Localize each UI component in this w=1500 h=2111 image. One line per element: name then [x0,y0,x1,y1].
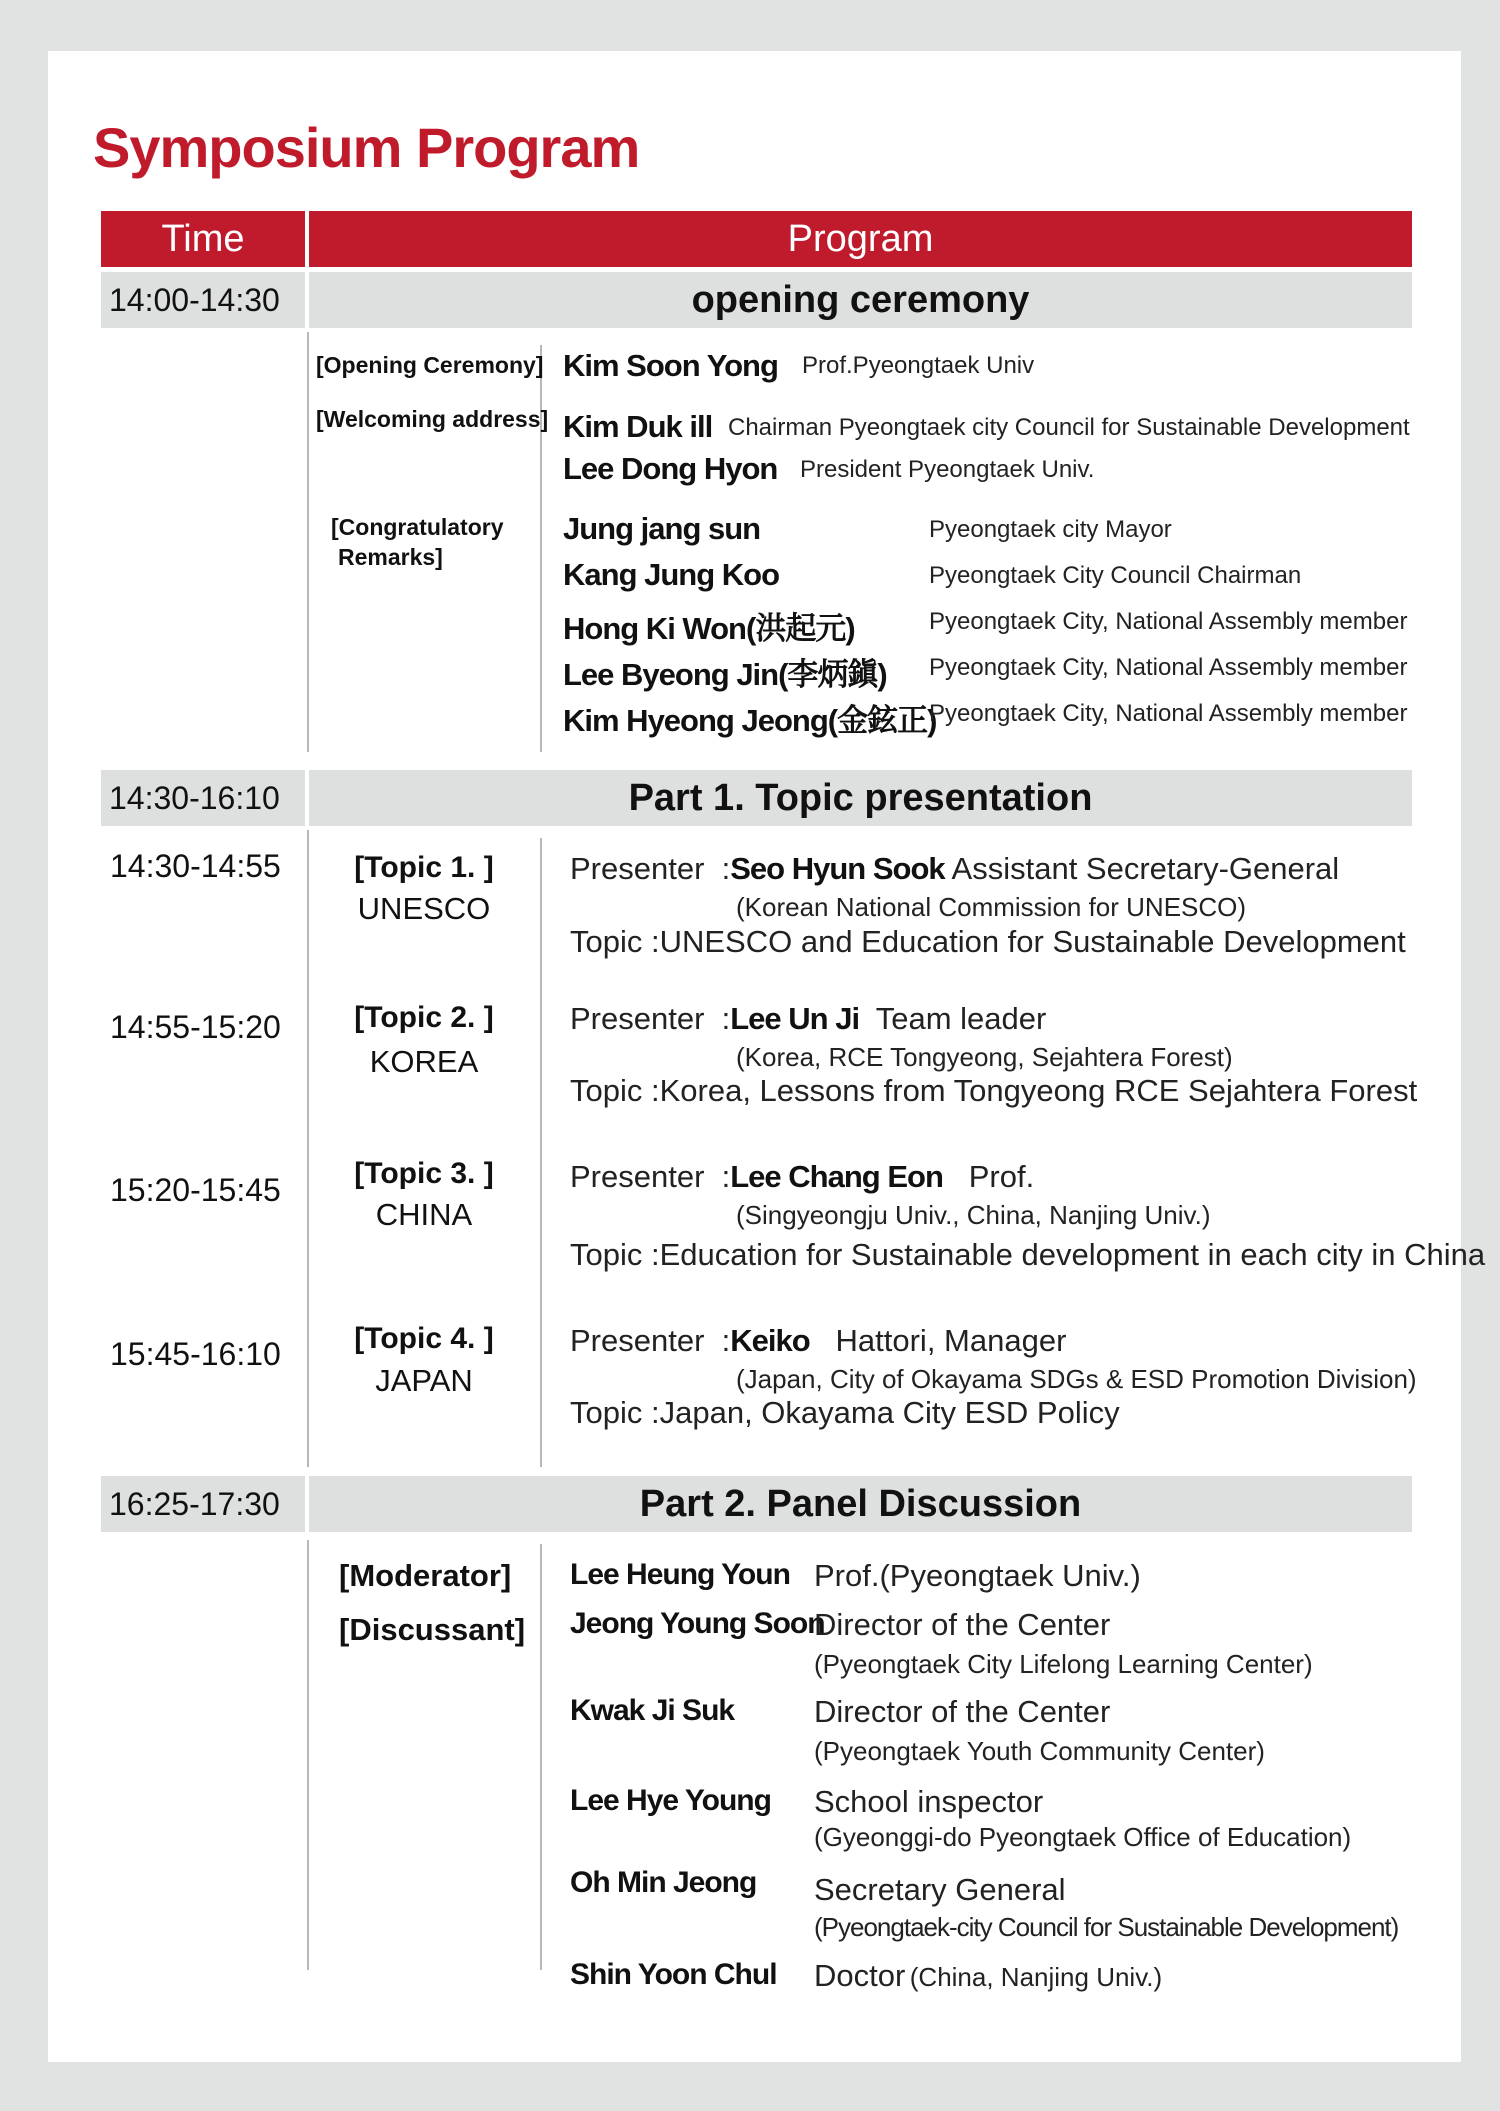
person-affiliation: Pyeongtaek City, National Assembly member [929,654,1408,681]
role-opening-ceremony: [Opening Ceremony] [316,352,544,378]
person-name: Kim Duk ill [563,409,713,444]
panelist-name: Lee Heung Youn [570,1558,790,1591]
panelist-title: Secretary General [814,1872,1066,1907]
presenter-role: Assistant Secretary-General [951,851,1340,886]
person-affiliation: Prof.Pyeongtaek Univ [802,352,1035,379]
panelist-organization: (China, Nanjing Univ.) [909,1962,1163,1992]
person-affiliation: Pyeongtaek City, National Assembly member [929,608,1408,635]
role-moderator: [Moderator] [339,1558,512,1593]
person-name: Lee Byeong Jin(李炳鎭) [563,657,887,692]
topic-line: Topic :UNESCO and Education for Sustainable Development [570,924,1406,959]
topic-title: Japan, Okayama City ESD Policy [659,1395,1120,1430]
topic-time: 15:20-15:45 [110,1172,281,1208]
role-discussant: [Discussant] [339,1612,526,1647]
person-affiliation: Pyeongtaek City Council Chairman [929,562,1302,589]
time-column-header: Time [101,211,305,267]
topic-line: Topic :Korea, Lessons from Tongyeong RCE Sejahtera Forest [570,1073,1418,1108]
role-welcoming-address: [Welcoming address] [316,406,549,432]
opening-time: 14:00-14:30 [101,272,305,328]
panelist-name: Jeong Young Soon [570,1607,825,1640]
presenter-name: Keiko [730,1323,810,1358]
topic-tag: [Topic 4. ] [354,1322,494,1355]
divider [307,830,309,1467]
person-name: Lee Dong Hyon [563,451,778,486]
topic-country: JAPAN [375,1363,473,1398]
divider [540,838,542,1467]
panelist-title: Director of the Center [814,1607,1111,1642]
panelist-title-line [814,1958,1162,1994]
presenter-organization: (Korea, RCE Tongyeong, Sejahtera Forest) [736,1042,1233,1072]
person-affiliation: Chairman Pyeongtaek city Council for Sustainable Development [728,414,1410,441]
part2-title: Part 2. Panel Discussion [309,1476,1412,1532]
person-affiliation: President Pyeongtaek Univ. [800,456,1095,483]
topic-time: 15:45-16:10 [110,1336,281,1372]
panelist-organization: (Pyeongtaek Youth Community Center) [814,1736,1265,1766]
presenter-organization: (Korean National Commission for UNESCO) [736,892,1247,922]
person-name: Kim Soon Yong [563,348,778,383]
presenter-role: Team leader [875,1001,1047,1036]
panelist-organization: (Pyeongtaek City Lifelong Learning Center) [814,1649,1313,1679]
divider [307,332,309,752]
panelist-name: Shin Yoon Chul [570,1958,777,1991]
person-name: Hong Ki Won(洪起元) [563,611,855,646]
page-title: Symposium Program [93,116,640,179]
panelist-title: Director of the Center [814,1694,1111,1729]
presenter-line: Presenter :Lee Un Ji Team leader [570,1001,1047,1036]
presenter-role: Prof. [968,1159,1035,1194]
panelist-name: Oh Min Jeong [570,1866,757,1899]
topic-time: 14:55-15:20 [110,1009,281,1045]
presenter-line: Presenter :Lee Chang Eon Prof. [570,1159,1035,1194]
role-congratulatory-2: Remarks] [338,544,443,570]
topic-title: Korea, Lessons from Tongyeong RCE Sejahtera Forest [659,1073,1418,1108]
presenter-name: Lee Un Ji [730,1001,860,1036]
part1-title: Part 1. Topic presentation [309,770,1412,826]
panelist-title: Prof.(Pyeongtaek Univ.) [814,1558,1141,1593]
panelist-title: Doctor [814,1958,906,1993]
panelist-organization: (Gyeonggi-do Pyeongtaek Office of Education) [814,1822,1352,1852]
topic-tag: [Topic 2. ] [354,1001,494,1034]
person-name: Kang Jung Koo [563,557,780,592]
program-column-header: Program [309,211,1412,267]
panelist-name: Kwak Ji Suk [570,1694,735,1727]
topic-time: 14:30-14:55 [110,848,281,884]
person-affiliation: Pyeongtaek city Mayor [929,516,1172,543]
topic-line: Topic :Japan, Okayama City ESD Policy [570,1395,1120,1430]
person-affiliation: Pyeongtaek City, National Assembly member [929,700,1408,727]
opening-title: opening ceremony [309,272,1412,328]
presenter-organization: (Japan, City of Okayama SDGs & ESD Promotion Division) [736,1364,1417,1394]
role-congratulatory-1: [Congratulatory [331,514,504,540]
presenter-role: Hattori, Manager [835,1323,1067,1358]
presenter-name: Seo Hyun Sook [730,851,945,886]
topic-line: Topic :Education for Sustainable development in each city in China [570,1237,1486,1272]
topic-country: KOREA [369,1044,479,1079]
part2-time: 16:25-17:30 [101,1476,305,1532]
panelist-title: School inspector [814,1784,1044,1819]
topic-tag: [Topic 3. ] [354,1157,494,1190]
part1-time: 14:30-16:10 [101,770,305,826]
divider [540,1544,542,1970]
panelist-name: Lee Hye Young [570,1784,771,1817]
topic-title: Education for Sustainable development in each city in China [659,1237,1486,1272]
presenter-line: Presenter :Keiko Hattori, Manager [570,1323,1067,1358]
topic-country: CHINA [375,1197,473,1232]
topic-title: UNESCO and Education for Sustainable Development [659,924,1406,959]
topic-country: UNESCO [357,891,491,926]
presenter-line: Presenter :Seo Hyun Sook Assistant Secretary-General [570,851,1340,886]
topic-tag: [Topic 1. ] [354,851,494,884]
divider [307,1540,309,1970]
person-name: Jung jang sun [563,511,761,546]
presenter-name: Lee Chang Eon [730,1159,943,1194]
person-name: Kim Hyeong Jeong(金鉉正) [563,703,937,738]
panelist-organization: (Pyeongtaek-city Council for Sustainable Development) [814,1912,1399,1942]
presenter-organization: (Singyeongju Univ., China, Nanjing Univ.) [736,1200,1211,1230]
